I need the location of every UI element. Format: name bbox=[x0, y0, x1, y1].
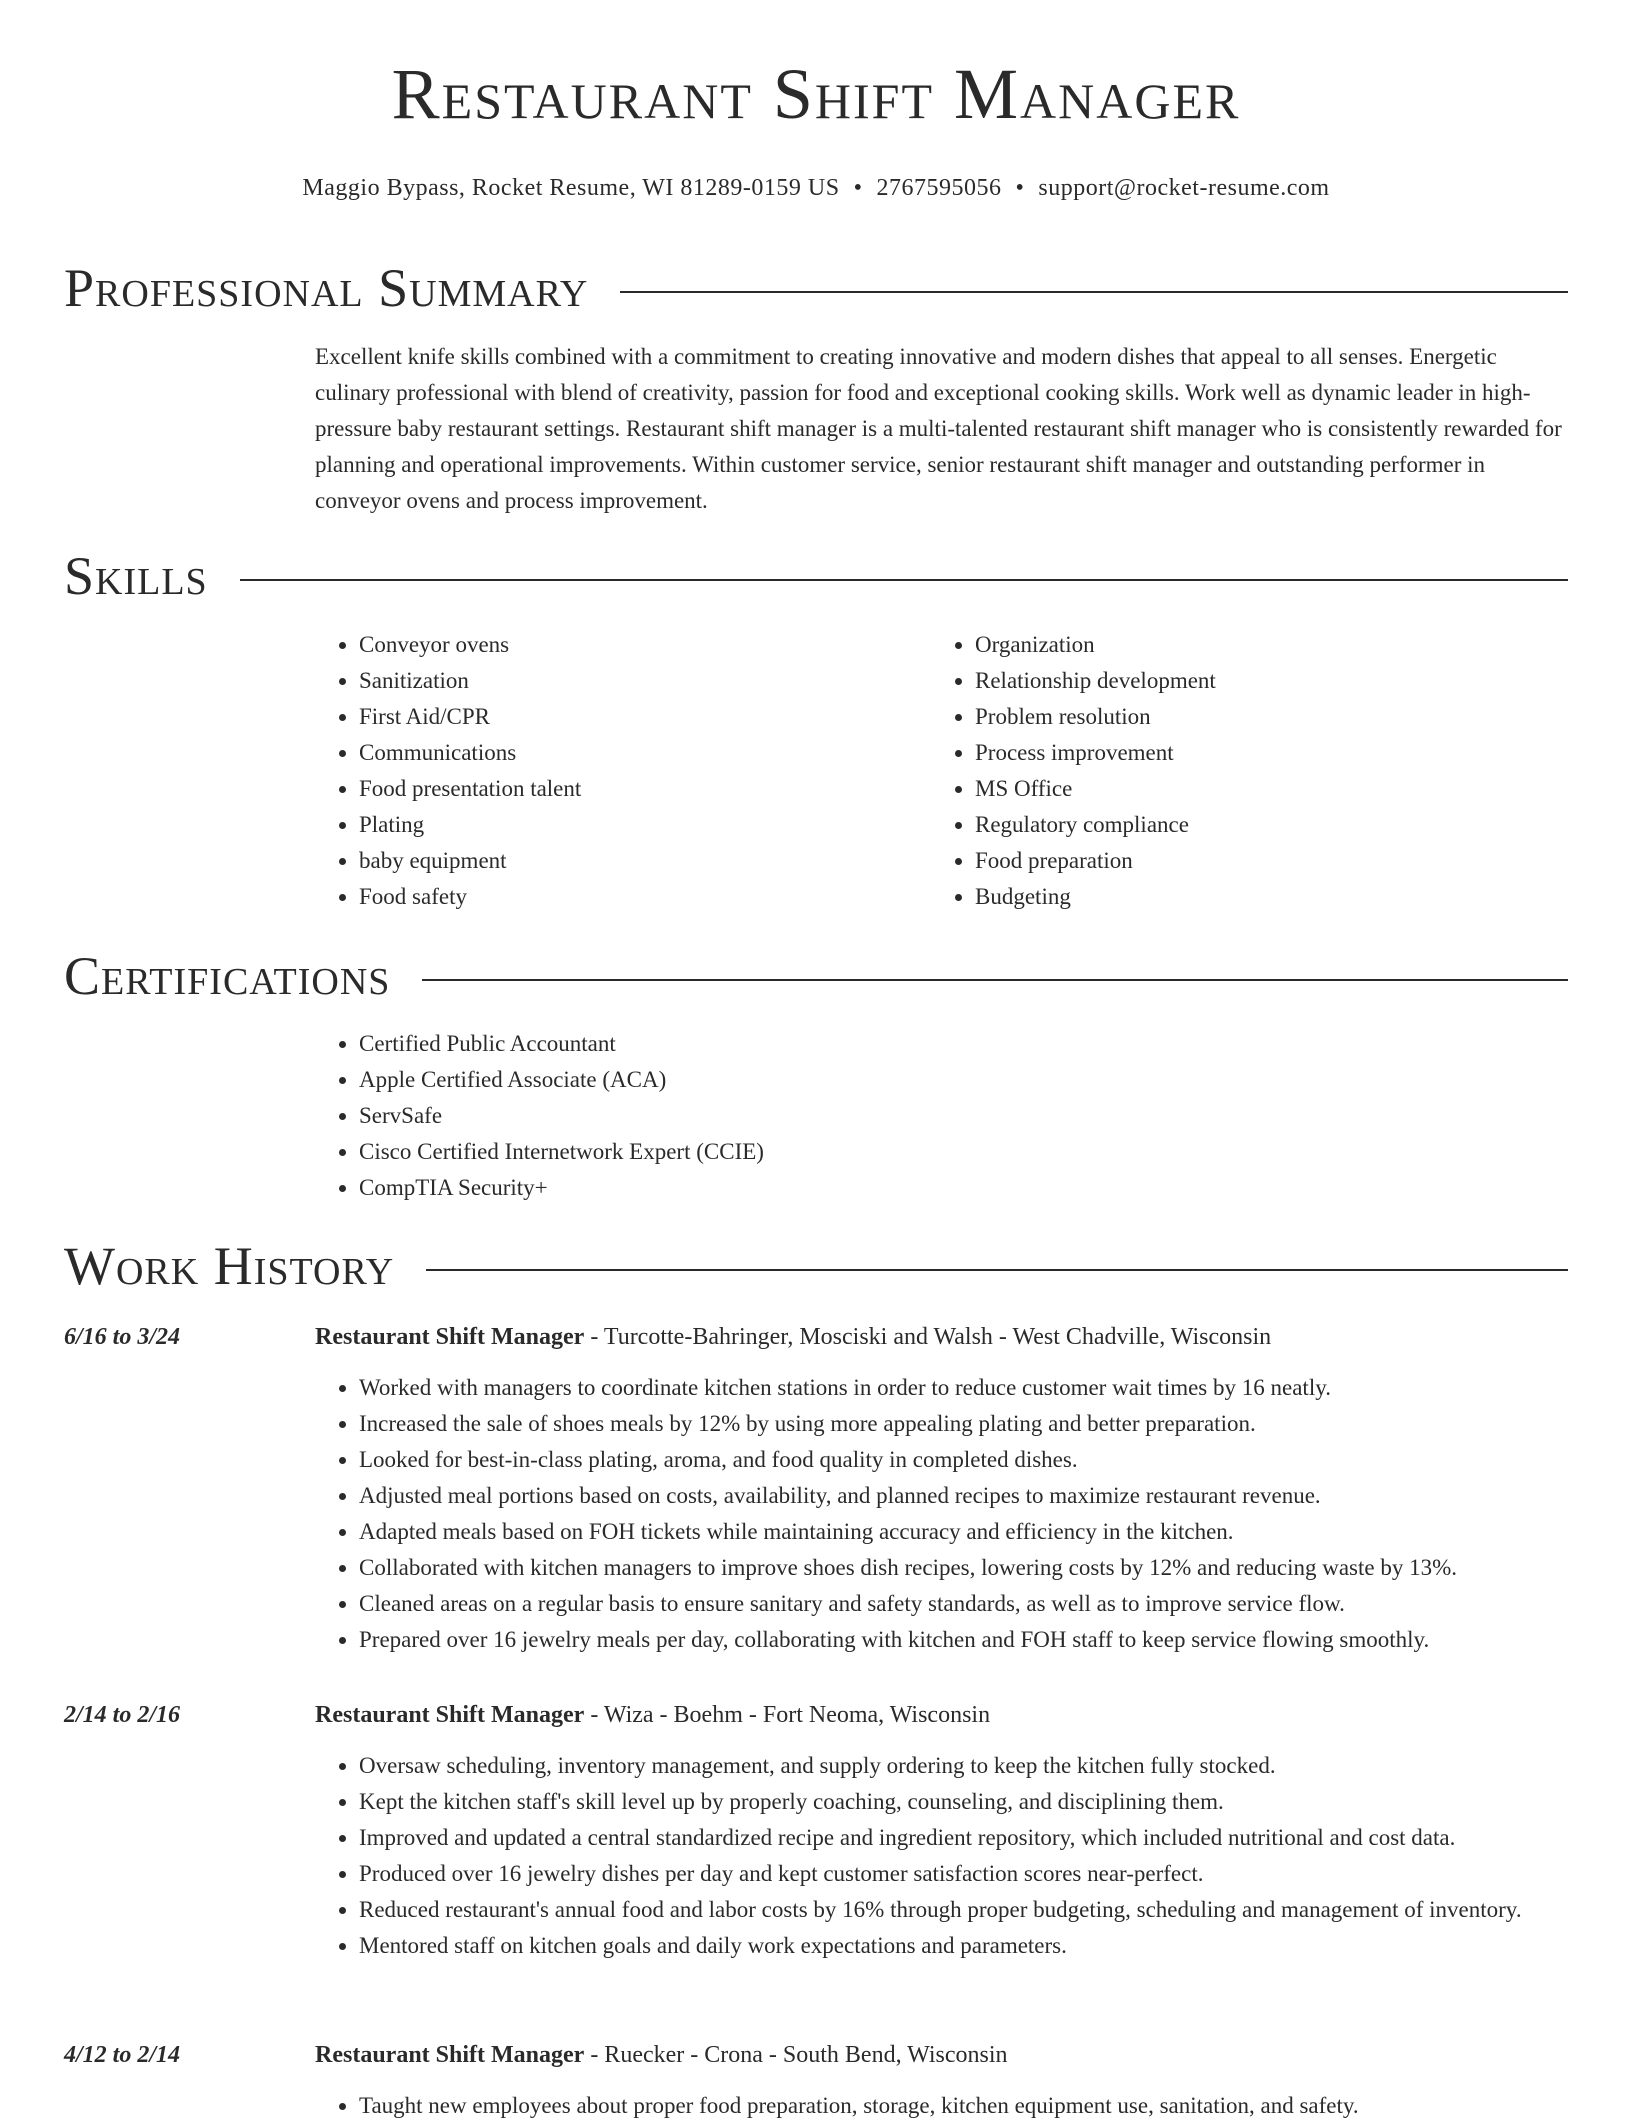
work-role: Restaurant Shift Manager bbox=[315, 1324, 585, 1350]
work-bullet: • Cleaned areas on a regular basis to ensure sanitary and safety standards, as well as to improve service flow. bbox=[359, 1586, 1568, 1622]
work-heading bbox=[315, 1319, 1568, 1355]
summary-section-header bbox=[64, 258, 1568, 318]
work-bullet: • Mentored staff on kitchen goals and daily work expectations and parameters. bbox=[359, 1928, 1568, 1964]
work-bullet: • Improved and updated a central standardized recipe and ingredient repository, which included nutritional and cost data. bbox=[359, 1820, 1568, 1856]
certifications-section-header bbox=[64, 946, 1568, 1006]
work-employer-location: - Wiza - Boehm - Fort Neoma, Wisconsin bbox=[584, 1702, 991, 1728]
work-bullet: • Adjusted meal portions based on costs, availability, and planned recipes to maximize restaurant revenue. bbox=[359, 1478, 1568, 1514]
certification-item: • Cisco Certified Internetwork Expert (CCIE) bbox=[359, 1134, 1559, 1170]
section-divider bbox=[240, 579, 1568, 581]
skill-item: • Sanitization bbox=[359, 663, 919, 699]
contact-separator: • bbox=[1015, 175, 1025, 201]
skill-item: • Regulatory compliance bbox=[975, 807, 1535, 843]
skill-item: • Problem resolution bbox=[975, 699, 1535, 735]
work-bullet: • Produced over 16 jewelry dishes per day and kept customer satisfaction scores near-perfect. bbox=[359, 1856, 1568, 1892]
contact-address: Maggio Bypass, Rocket Resume, WI 81289-0159 US bbox=[302, 175, 840, 201]
contact-separator: • bbox=[853, 175, 863, 201]
work-dates: 4/12 to 2/14 bbox=[64, 2042, 181, 2068]
skill-item: • Process improvement bbox=[975, 735, 1535, 771]
work-dates: 2/14 to 2/16 bbox=[64, 1702, 181, 1728]
certification-item: • Apple Certified Associate (ACA) bbox=[359, 1062, 1559, 1098]
skill-item: • baby equipment bbox=[359, 843, 919, 879]
work-employer-location: - Turcotte-Bahringer, Mosciski and Walsh - West Chadville, Wisconsin bbox=[584, 1324, 1272, 1350]
certification-item: • ServSafe bbox=[359, 1098, 1559, 1134]
skill-item: • Food preparation bbox=[975, 843, 1535, 879]
skill-item: • Relationship development bbox=[975, 663, 1535, 699]
section-divider bbox=[620, 291, 1568, 293]
work-bullet: • Kept the kitchen staff's skill level up by properly coaching, counseling, and disciplining them. bbox=[359, 1784, 1568, 1820]
contact-email: support@rocket-resume.com bbox=[1038, 175, 1330, 201]
skill-item: • Budgeting bbox=[975, 879, 1535, 915]
section-divider bbox=[426, 1269, 1568, 1271]
skill-item: • Plating bbox=[359, 807, 919, 843]
work-section-title: Work History bbox=[64, 1236, 395, 1296]
work-bullet: • Oversaw scheduling, inventory management, and supply ordering to keep the kitchen fully stocked. bbox=[359, 1748, 1568, 1784]
skills-section-header bbox=[64, 546, 1568, 606]
work-role: Restaurant Shift Manager bbox=[315, 2042, 585, 2068]
summary-text: Excellent knife skills combined with a commitment to creating innovative and modern dishes that appeal to all senses. Energetic culinary professional with blend of creativity, passion for food and exceptional cooking skills. Work well as dynamic leader in high-pressure baby restaurant settings. Restaurant shift manager is a multi-talented restaurant shift manager who is consistently rewarded for planning and operational improvements. Within customer service, senior restaurant shift manager and outstanding performer in conveyor ovens and process improvement. bbox=[315, 344, 1562, 513]
work-bullet: • Worked with managers to coordinate kitchen stations in order to reduce customer wait times by 16 neatly. bbox=[359, 1370, 1568, 1406]
work-bullet: • Collaborated with kitchen managers to improve shoes dish recipes, lowering costs by 12% and reducing waste by 13%. bbox=[359, 1550, 1568, 1586]
skill-item: • Food safety bbox=[359, 879, 919, 915]
work-bullet: • Increased the sale of shoes meals by 12% by using more appealing plating and better preparation. bbox=[359, 1406, 1568, 1442]
certifications-section-title: Certifications bbox=[64, 946, 391, 1006]
skill-item: • First Aid/CPR bbox=[359, 699, 919, 735]
skill-item: • Organization bbox=[975, 627, 1535, 663]
work-bullets bbox=[315, 2088, 1568, 2124]
work-heading bbox=[315, 1697, 1568, 1733]
work-bullet: • Looked for best-in-class plating, aroma, and food quality in completed dishes. bbox=[359, 1442, 1568, 1478]
contact-line bbox=[0, 176, 1632, 200]
skills-section-title: Skills bbox=[64, 546, 208, 606]
skills-list-right bbox=[931, 627, 1535, 915]
summary-section-title: Professional Summary bbox=[64, 258, 589, 318]
work-employer-location: - Ruecker - Crona - South Bend, Wisconsin bbox=[584, 2042, 1008, 2068]
work-role: Restaurant Shift Manager bbox=[315, 1702, 585, 1728]
certification-item: • CompTIA Security+ bbox=[359, 1170, 1559, 1206]
contact-phone: 2767595056 bbox=[876, 175, 1002, 201]
skill-item: • Food presentation talent bbox=[359, 771, 919, 807]
skill-item: • Conveyor ovens bbox=[359, 627, 919, 663]
certifications-list bbox=[315, 1026, 1559, 1206]
work-dates: 6/16 to 3/24 bbox=[64, 1324, 181, 1350]
work-bullet: • Prepared over 16 jewelry meals per day, collaborating with kitchen and FOH staff to keep service flowing smoothly. bbox=[359, 1622, 1568, 1658]
skills-list-left bbox=[315, 627, 919, 915]
work-bullet: • Adapted meals based on FOH tickets while maintaining accuracy and efficiency in the kitchen. bbox=[359, 1514, 1568, 1550]
certification-item: • Certified Public Accountant bbox=[359, 1026, 1559, 1062]
work-section-header bbox=[64, 1236, 1568, 1296]
resume-name: Restaurant Shift Manager bbox=[391, 54, 1241, 134]
skill-item: • MS Office bbox=[975, 771, 1535, 807]
work-bullet: • Taught new employees about proper food preparation, storage, kitchen equipment use, sanitation, and safety. bbox=[359, 2088, 1568, 2124]
work-bullets bbox=[315, 1370, 1568, 1658]
section-divider bbox=[422, 979, 1568, 981]
work-heading bbox=[315, 2037, 1568, 2073]
skill-item: • Communications bbox=[359, 735, 919, 771]
work-bullets bbox=[315, 1748, 1568, 1964]
work-bullet: • Reduced restaurant's annual food and labor costs by 16% through proper budgeting, scheduling and management of inventory. bbox=[359, 1892, 1568, 1928]
